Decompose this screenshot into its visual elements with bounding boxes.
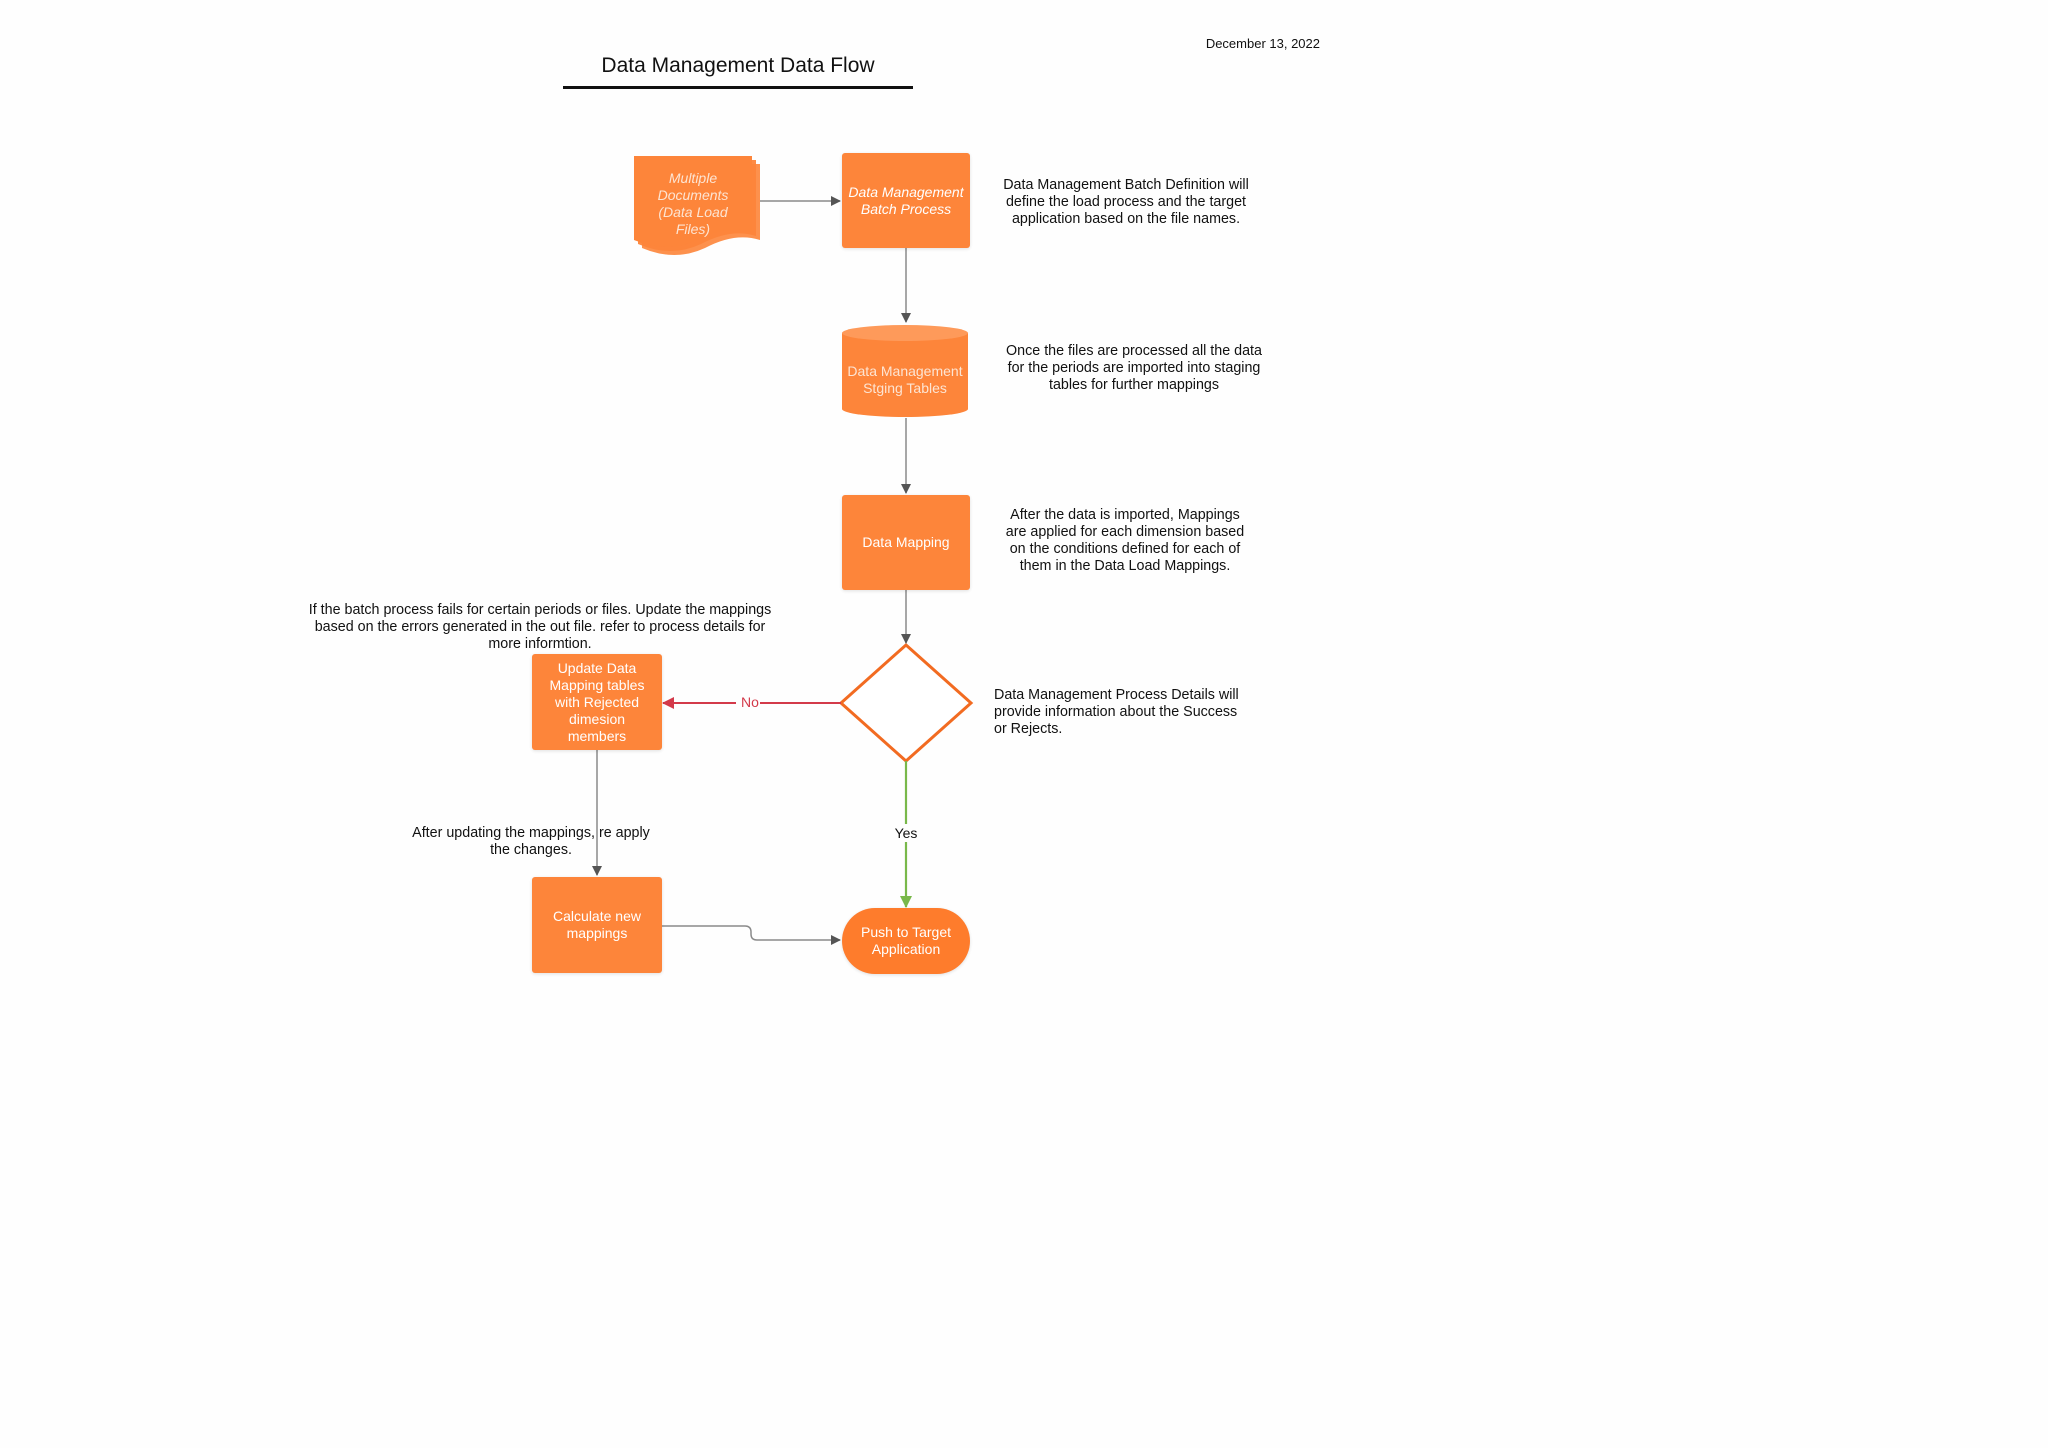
node-update-mapping-tables (532, 654, 662, 750)
node-multiple-documents (634, 164, 752, 244)
node-batch-process-label: Data Management Batch Process (848, 183, 964, 217)
node-data-mapping-label: Data Mapping (862, 534, 950, 550)
note-batch-failure: If the batch process fails for certain periods or files. Update the mappings based on the errors generated in the out file. refer to process details for more informtion. (308, 602, 772, 652)
diagram-title: Data Management Data Flow (601, 54, 875, 77)
node-push-to-target (842, 908, 970, 974)
note-batch-definition: Data Management Batch Definition will define the load process and the target application based on the file names. (1003, 177, 1249, 227)
note-staging-import: Once the files are processed all the data for the periods are imported into staging tables for further mappings (1006, 343, 1262, 393)
node-data-mapping (842, 495, 970, 590)
note-reapply-changes: After updating the mappings, re apply the changes. (412, 825, 650, 858)
node-calculate-mappings-label: Calculate new mappings (553, 908, 641, 941)
node-push-to-target-label: Push to Target Application (860, 924, 952, 957)
note-mappings-applied: After the data is imported, Mappings are applied for each dimension based on the conditions defined for each of them in the Data Load Mappings. (1005, 507, 1245, 574)
node-multiple-documents-label: Multiple Documents (Data Load Files) (657, 170, 729, 237)
document-date: December 13, 2022 (1205, 36, 1320, 51)
node-update-mapping-tables-label: Update Data Mapping tables with Rejected dimesion members (549, 659, 645, 744)
node-staging-tables-label: Data Management Stging Tables (847, 363, 963, 396)
edge-label-no: No (741, 694, 759, 710)
edge-calculate-to-push (661, 926, 840, 940)
decision-diamond (841, 645, 971, 761)
node-staging-tables (842, 348, 968, 412)
node-batch-process (842, 153, 970, 248)
node-calculate-mappings (532, 877, 662, 973)
note-process-details: Data Management Process Details will provide information about the Success or Rejects. (994, 687, 1239, 737)
edge-label-yes: Yes (894, 825, 918, 841)
